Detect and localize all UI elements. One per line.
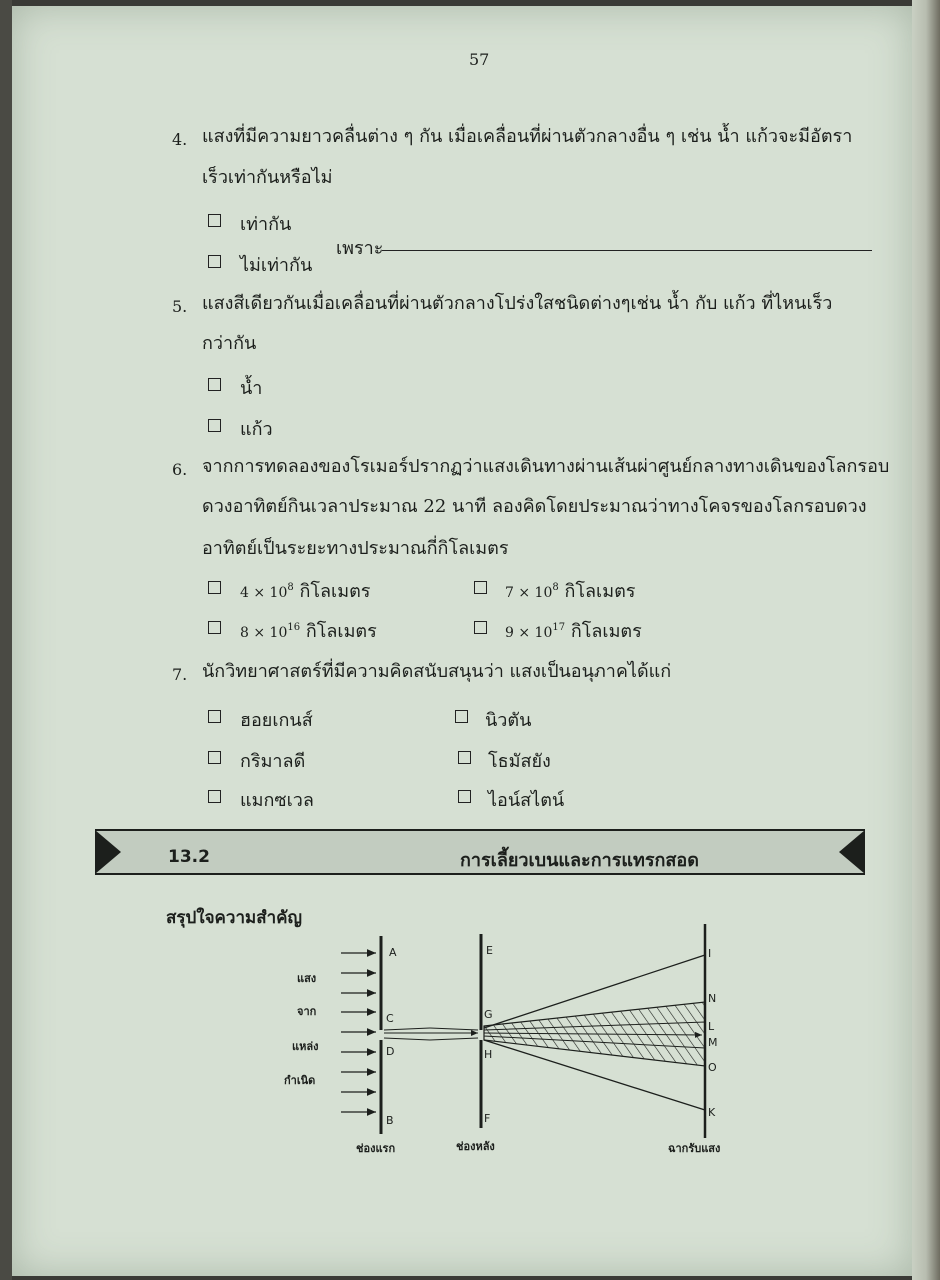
label-M: M: [708, 1036, 718, 1049]
label-I: I: [708, 947, 712, 960]
question-number: 5.: [172, 297, 188, 316]
question-number: 7.: [172, 665, 188, 684]
question-number: 6.: [172, 460, 188, 479]
source-label: กำเนิด: [284, 1074, 316, 1087]
label-N: N: [708, 992, 717, 1005]
caption-first-slit: ช่องแรก: [356, 1142, 396, 1155]
label-B: B: [386, 1114, 394, 1127]
caption-screen: ฉากรับแสง: [668, 1142, 721, 1155]
option-label: แมกซเวล: [240, 790, 314, 811]
question-text-line: แสงสีเดียวกันเมื่อเคลื่อนที่ผ่านตัวกลางโปร่งใสชนิดต่างๆเช่น น้ำ กับ แก้ว ที่ไหนเร็ว: [202, 293, 833, 314]
page-number: 57: [469, 50, 490, 69]
option-label: $7 \times 10^8$ กิโลเมตร: [505, 581, 636, 602]
incident-light-arrows: [341, 953, 376, 1112]
label-D: D: [386, 1045, 395, 1058]
section-title: การเลี้ยวเบนและการแทรกสอด: [460, 850, 699, 871]
label-L: L: [708, 1020, 715, 1033]
option-label: นิวตัน: [485, 710, 532, 731]
label-H: H: [484, 1048, 493, 1061]
source-label: แสง: [297, 972, 317, 985]
label-C: C: [386, 1012, 394, 1025]
label-F: F: [484, 1112, 491, 1125]
label-O: O: [708, 1061, 717, 1074]
question-text-line: อาทิตย์เป็นระยะทางประมาณกี่กิโลเมตร: [202, 538, 509, 559]
source-label: จาก: [297, 1005, 317, 1018]
question-number: 4.: [172, 130, 188, 149]
option-label: แก้ว: [240, 419, 273, 440]
question-text-line: นักวิทยาศาสตร์ที่มีความคิดสนับสนุนว่า แสงเป็นอนุภาคได้แก่: [202, 661, 672, 682]
option-label: เท่ากัน: [240, 214, 292, 235]
option-label: ฮอยเกนส์: [240, 710, 313, 731]
caption-second-slit: ช่องหลัง: [456, 1140, 495, 1153]
question-text-line: ดวงอาทิตย์กินเวลาประมาณ 22 นาที ลองคิดโดยประมาณว่าทางโคจรของโลกรอบดวง: [202, 496, 867, 517]
option-label: $4 \times 10^8$ กิโลเมตร: [240, 581, 371, 602]
label-E: E: [486, 944, 493, 957]
option-label: กริมาลดี: [240, 751, 306, 772]
question-text-line: เร็วเท่ากันหรือไม่: [202, 167, 333, 188]
label-K: K: [708, 1106, 716, 1119]
question-text-line: จากการทดลองของโรเมอร์ปรากฏว่าแสงเดินทางผ่านเส้นผ่าศูนย์กลางทางเดินของโลกรอบ: [202, 456, 890, 477]
beam-between-slits: [384, 1028, 478, 1040]
option-label: $9 \times 10^{17}$ กิโลเมตร: [505, 621, 642, 642]
section-number: 13.2: [168, 847, 210, 867]
option-label: ไอน์สไตน์: [488, 790, 565, 811]
source-label: แหล่ง: [292, 1040, 319, 1053]
label-G: G: [484, 1008, 493, 1021]
option-label: น้ำ: [240, 378, 263, 399]
question-text-line: แสงที่มีความยาวคลื่นต่าง ๆ กัน เมื่อเคลื่อนที่ผ่านตัวกลางอื่น ๆ เช่น น้ำ แก้วจะมีอัตรา: [202, 126, 853, 147]
because-label: เพราะ: [336, 238, 384, 259]
option-label: ไม่เท่ากัน: [240, 255, 313, 276]
option-label: โธมัสยัง: [488, 751, 551, 772]
label-A: A: [389, 946, 397, 959]
question-text-line: กว่ากัน: [202, 333, 257, 354]
option-label: $8 \times 10^{16}$ กิโลเมตร: [240, 621, 377, 642]
summary-heading: สรุปใจความสำคัญ: [166, 908, 303, 928]
